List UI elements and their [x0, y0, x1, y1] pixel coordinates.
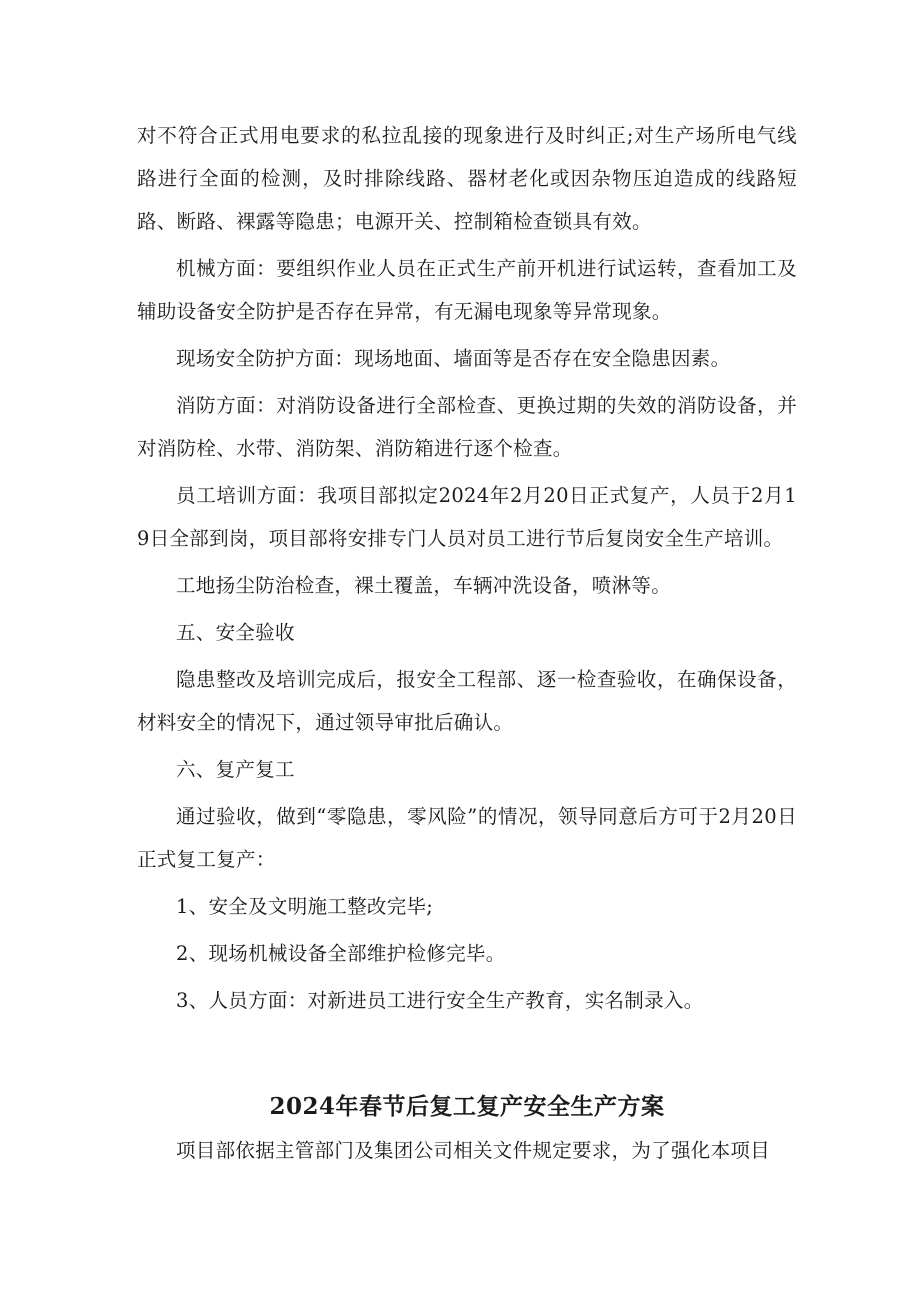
tail-paragraph: 项目部依据主管部门及集团公司相关文件规定要求，为了强化本项目: [176, 1139, 771, 1162]
section-heading-5: 五、安全验收: [176, 621, 295, 644]
list-item-1: 1、安全及文明施工整改完毕;: [176, 895, 434, 918]
tail-body: [137, 1129, 797, 1176]
paragraph-4: 消防方面：对消防设备进行全部检查、更换过期的失效的消防设备，并对消防栓、水带、消防架、消防箱进行逐个检查。: [137, 394, 797, 460]
paragraph-5: 员工培训方面：我项目部拟定2024年2月20日正式复产，人员于2月19日全部到岗，项目部将安排专门人员对员工进行节后复岗安全生产培训。: [137, 484, 797, 550]
paragraph-3: 现场安全防护方面：现场地面、墙面等是否存在安全隐患因素。: [176, 347, 731, 370]
section-heading-6: 六、复产复工: [176, 758, 295, 781]
document-body: [137, 114, 797, 1026]
paragraph-8: 通过验收，做到“零隐患，零风险”的情况，领导同意后方可于2月20日正式复工复产：: [137, 805, 797, 871]
list-item-2: 2、现场机械设备全部维护检修完毕。: [176, 942, 506, 965]
document-title: 2024年春节后复工复产安全生产方案: [269, 1093, 665, 1120]
paragraph-7: 隐患整改及培训完成后，报安全工程部、逐一检查验收，在确保设备，材料安全的情况下，通过领导审批后确认。: [137, 668, 797, 734]
paragraph-6: 工地扬尘防治检查，裸土覆盖，车辆冲洗设备，喷淋等。: [176, 574, 672, 597]
list-item-3: 3、人员方面：对新进员工进行安全生产教育，实名制录入。: [176, 989, 704, 1012]
paragraph-1: 对不符合正式用电要求的私拉乱接的现象进行及时纠正;对生产场所电气线路进行全面的检测，及时排除线路、器材老化或因杂物压迫造成的线路短路、断路、裸露等隐患；电源开关、控制箱检查锁具有效。: [137, 124, 797, 233]
paragraph-2: 机械方面：要组织作业人员在正式生产前开机进行试运转，查看加工及辅助设备安全防护是否存在异常，有无漏电现象等异常现象。: [137, 257, 797, 323]
